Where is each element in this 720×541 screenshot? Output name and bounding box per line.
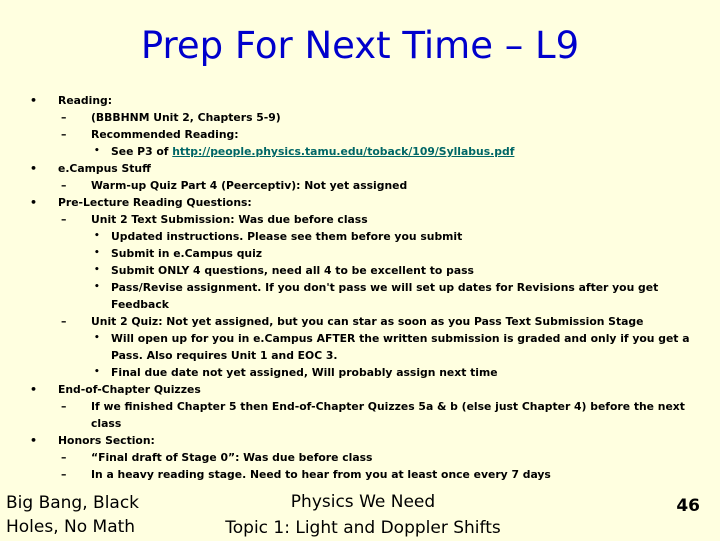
small-bullet-icon: •	[94, 282, 100, 292]
sub-item-text: In a heavy reading stage. Need to hear from you at least once every 7 days	[91, 468, 551, 481]
sub-sub-item-text: Submit in e.Campus quiz	[111, 247, 263, 260]
dash-icon: –	[61, 128, 67, 141]
small-bullet-icon: •	[94, 146, 100, 156]
bullet-eoc	[30, 381, 690, 398]
syllabus-link[interactable]: http://people.physics.tamu.edu/toback/109/Syllabus.pdf	[172, 145, 515, 158]
sub-sub-item	[30, 279, 690, 313]
bullet-icon: •	[30, 383, 38, 396]
page-number: 46	[676, 496, 700, 516]
sub-item-text: Unit 2 Quiz: Not yet assigned, but you can star as soon as you Pass Text Submission Stage	[91, 315, 644, 328]
sub-sub-item	[30, 228, 690, 245]
bullet-icon: •	[30, 196, 38, 209]
bullet-honors	[30, 432, 690, 449]
sub-sub-item	[30, 330, 690, 364]
sub-item-text: Unit 2 Text Submission: Was due before class	[91, 213, 368, 226]
dash-icon: –	[61, 213, 67, 226]
sub-item	[30, 109, 690, 126]
sub-item-text: “Final draft of Stage 0”: Was due before class	[91, 451, 373, 464]
small-bullet-icon: •	[94, 333, 100, 343]
dash-icon: –	[61, 179, 67, 192]
sub-item	[30, 177, 690, 194]
sub-sub-item-text: Will open up for you in e.Campus AFTER the written submission is graded and only if you get a Pass. Also requires Unit 1 and EOC 3.	[111, 332, 690, 362]
small-bullet-icon: •	[94, 231, 100, 241]
sub-item	[30, 449, 690, 466]
bullet-pre-lecture	[30, 194, 690, 211]
bullet-ecampus	[30, 160, 690, 177]
sub-item-text: If we finished Chapter 5 then End-of-Chapter Quizzes 5a & b (else just Chapter 4) before the next class	[91, 400, 685, 430]
see-prefix: See P3 of	[111, 145, 173, 158]
sub-item	[30, 313, 690, 330]
sub-sub-item-text: Submit ONLY 4 questions, need all 4 to be excellent to pass	[111, 264, 474, 277]
footer-topic	[190, 489, 536, 541]
sub-item-text: Warm-up Quiz Part 4 (Peerceptiv): Not yet assigned	[91, 179, 408, 192]
small-bullet-icon: •	[94, 367, 100, 377]
footer-left-line: Big Bang, Black	[6, 493, 140, 513]
sub-sub-item-text: Pass/Revise assignment. If you don't pass we will set up dates for Revisions after you get Feedback	[111, 281, 659, 311]
bullet-label: End-of-Chapter Quizzes	[58, 383, 201, 396]
bullet-label: Pre-Lecture Reading Questions:	[58, 196, 252, 209]
bullet-label: Reading:	[58, 94, 113, 107]
sub-sub-item	[30, 262, 690, 279]
sub-item	[30, 126, 690, 143]
sub-item	[30, 466, 690, 483]
dash-icon: –	[61, 451, 67, 464]
sub-item	[30, 398, 690, 432]
dash-icon: –	[61, 315, 67, 328]
footer-left-line: Holes, No Math	[6, 517, 136, 537]
footer-course-title	[6, 491, 186, 539]
bullet-reading	[30, 92, 690, 109]
bullet-label: e.Campus Stuff	[58, 162, 151, 175]
dash-icon: –	[61, 400, 67, 413]
slide-title: Prep For Next Time – L9	[140, 24, 580, 67]
bullet-label: Honors Section:	[58, 434, 155, 447]
bullet-icon: •	[30, 434, 38, 447]
small-bullet-icon: •	[94, 265, 100, 275]
sub-sub-item	[30, 143, 690, 160]
small-bullet-icon: •	[94, 248, 100, 258]
sub-sub-item	[30, 364, 690, 381]
sub-sub-item	[30, 245, 690, 262]
sub-item-text: (BBBHNM Unit 2, Chapters 5-9)	[91, 111, 281, 124]
footer-center-line: Physics We Need	[290, 492, 436, 512]
bullet-icon: •	[30, 94, 38, 107]
sub-item	[30, 211, 690, 228]
dash-icon: –	[61, 468, 67, 481]
slide-body	[30, 92, 690, 483]
footer-center-line: Topic 1: Light and Doppler Shifts	[225, 518, 501, 538]
sub-sub-item-text: Updated instructions. Please see them before you submit	[111, 230, 463, 243]
sub-sub-item-text: Final due date not yet assigned, Will probably assign next time	[111, 366, 498, 379]
dash-icon: –	[61, 111, 67, 124]
sub-item-text: Recommended Reading:	[91, 128, 239, 141]
bullet-icon: •	[30, 162, 38, 175]
